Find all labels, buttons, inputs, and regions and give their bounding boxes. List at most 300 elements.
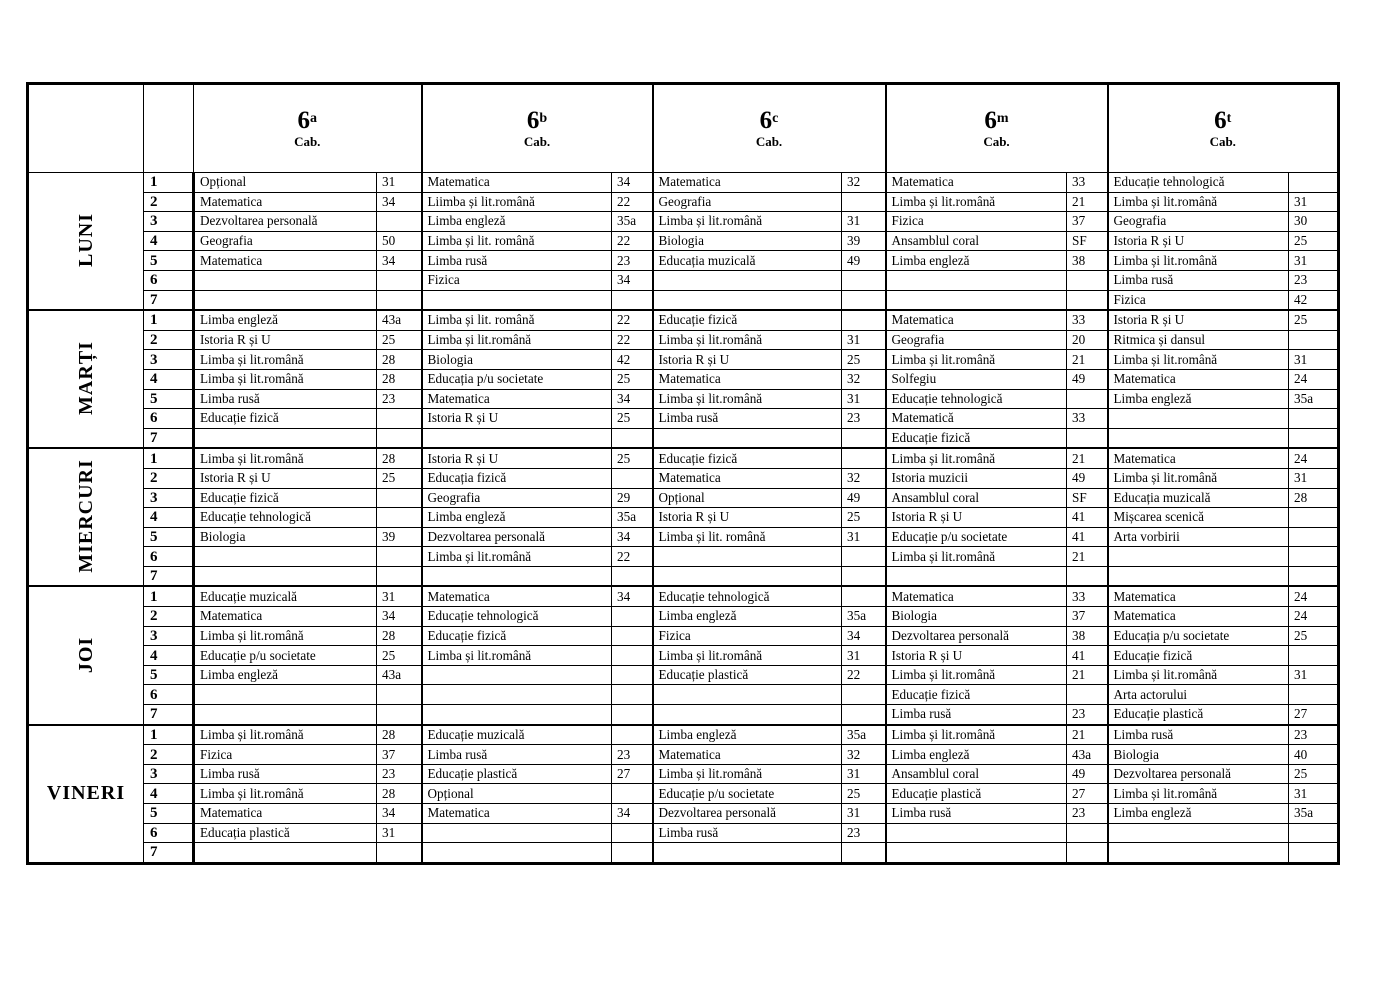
cabinet-cell: 32 <box>842 745 886 765</box>
subject-cell: Matematica <box>653 745 842 765</box>
subject-cell <box>194 428 377 448</box>
lesson-row <box>28 784 1339 804</box>
subject-cell: Educația fizică <box>422 468 612 488</box>
lesson-row <box>28 468 1339 488</box>
subject-cell: Limba și lit. română <box>422 231 612 251</box>
subject-cell <box>194 685 377 705</box>
subject-cell <box>1108 843 1289 864</box>
cabinet-cell <box>377 566 422 586</box>
subject-cell: Istoria R și U <box>194 330 377 350</box>
lesson-number: 3 <box>144 212 194 232</box>
class-name <box>1109 108 1338 134</box>
cabinet-cell: 49 <box>842 251 886 271</box>
subject-cell <box>194 290 377 310</box>
lesson-number: 2 <box>144 468 194 488</box>
lesson-row <box>28 448 1339 468</box>
lesson-row <box>28 310 1339 330</box>
day-cell <box>28 173 144 311</box>
subject-cell: Istoria R și U <box>886 646 1067 666</box>
lesson-number: 4 <box>144 784 194 804</box>
subject-cell: Matematica <box>1108 607 1289 627</box>
cabinet-cell: 31 <box>1289 665 1339 685</box>
subject-cell <box>1108 547 1289 567</box>
cabinet-cell: 23 <box>1289 270 1339 290</box>
cabinet-cell: 31 <box>1289 251 1339 271</box>
subject-cell: Limba rusă <box>1108 270 1289 290</box>
cabinet-cell <box>1067 270 1108 290</box>
subject-cell <box>653 705 842 725</box>
cabinet-cell: 38 <box>1067 626 1108 646</box>
lesson-number: 6 <box>144 685 194 705</box>
cabinet-cell: 38 <box>1067 251 1108 271</box>
class-header <box>194 84 422 173</box>
subject-cell: Ritmica și dansul <box>1108 330 1289 350</box>
cabinet-cell: 49 <box>1067 369 1108 389</box>
subject-cell: Educație fizică <box>653 448 842 468</box>
subject-cell: Arta vorbirii <box>1108 527 1289 547</box>
subject-cell: Educație p/u societate <box>886 527 1067 547</box>
cabinet-cell: 25 <box>1289 231 1339 251</box>
cabinet-cell: 43a <box>377 310 422 330</box>
cabinet-cell: 42 <box>612 350 653 370</box>
cabinet-cell: 34 <box>612 270 653 290</box>
subject-cell: Liimba și lit.română <box>422 192 612 212</box>
cabinet-cell <box>1289 409 1339 429</box>
cabinet-cell <box>1067 685 1108 705</box>
subject-cell: Limba și lit.română <box>886 547 1067 567</box>
subject-cell: Limba și lit.română <box>1108 468 1289 488</box>
lesson-row <box>28 508 1339 528</box>
cabinet-cell: 33 <box>1067 586 1108 606</box>
class-header <box>653 84 886 173</box>
subject-cell: Geografia <box>422 488 612 508</box>
lesson-row <box>28 389 1339 409</box>
subject-cell: Ansamblul coral <box>886 764 1067 784</box>
cabinet-cell: 43a <box>1067 745 1108 765</box>
cabinet-cell: 28 <box>1289 488 1339 508</box>
subject-cell: Educație plastică <box>1108 705 1289 725</box>
subject-cell: Biologia <box>886 607 1067 627</box>
cabinet-cell <box>612 823 653 843</box>
day-label: MIERCURI <box>75 459 97 574</box>
subject-cell: Dezvoltarea personală <box>653 804 842 824</box>
cabinet-cell: 34 <box>377 804 422 824</box>
header-day-corner <box>28 84 144 173</box>
lesson-row <box>28 488 1339 508</box>
cabinet-cell <box>377 685 422 705</box>
cab-label: Cab. <box>983 133 1010 149</box>
lesson-number: 7 <box>144 705 194 725</box>
subject-cell: Matematica <box>194 192 377 212</box>
class-name <box>194 108 421 134</box>
lesson-number: 1 <box>144 448 194 468</box>
cabinet-cell <box>1067 823 1108 843</box>
subject-cell: Educație plastică <box>422 764 612 784</box>
subject-cell <box>653 566 842 586</box>
subject-cell <box>422 843 612 864</box>
cabinet-cell: 23 <box>1289 725 1339 745</box>
subject-cell: Matematica <box>194 607 377 627</box>
cabinet-cell: 28 <box>377 369 422 389</box>
subject-cell: Geografia <box>1108 212 1289 232</box>
subject-cell: Limba și lit.română <box>886 725 1067 745</box>
subject-cell: Ansamblul coral <box>886 231 1067 251</box>
subject-cell <box>653 843 842 864</box>
cabinet-cell: 23 <box>377 764 422 784</box>
subject-cell: Limba și lit.română <box>1108 784 1289 804</box>
day-cell <box>28 586 144 724</box>
cabinet-cell: 35a <box>1289 804 1339 824</box>
cabinet-cell: 25 <box>1289 310 1339 330</box>
lesson-number: 7 <box>144 843 194 864</box>
lesson-row <box>28 705 1339 725</box>
lesson-row <box>28 270 1339 290</box>
cabinet-cell: 21 <box>1067 448 1108 468</box>
subject-cell <box>422 566 612 586</box>
class-letter: c <box>772 110 779 126</box>
subject-cell: Istoria R și U <box>886 508 1067 528</box>
subject-cell: Fizica <box>194 745 377 765</box>
cabinet-cell <box>1289 527 1339 547</box>
cabinet-cell: 31 <box>842 212 886 232</box>
subject-cell: Biologia <box>1108 745 1289 765</box>
subject-cell <box>653 547 842 567</box>
lesson-number: 4 <box>144 508 194 528</box>
lesson-row <box>28 823 1339 843</box>
subject-cell: Fizica <box>886 212 1067 232</box>
cabinet-cell <box>842 428 886 448</box>
lesson-row <box>28 350 1339 370</box>
subject-cell: Limba engleză <box>886 745 1067 765</box>
subject-cell: Educația muzicală <box>653 251 842 271</box>
subject-cell <box>886 270 1067 290</box>
lesson-row <box>28 764 1339 784</box>
cabinet-cell: 31 <box>1289 468 1339 488</box>
subject-cell: Limba rusă <box>422 251 612 271</box>
class-grade: 6 <box>759 106 773 134</box>
cabinet-cell <box>1289 685 1339 705</box>
subject-cell: Limba și lit. română <box>422 310 612 330</box>
lesson-row <box>28 527 1339 547</box>
subject-cell: Limba și lit.română <box>194 350 377 370</box>
subject-cell <box>1108 823 1289 843</box>
day-label: JOI <box>75 636 97 673</box>
day-label: MARȚI <box>74 341 97 416</box>
cabinet-cell: 23 <box>842 409 886 429</box>
subject-cell: Matematica <box>194 804 377 824</box>
cabinet-cell: 28 <box>377 784 422 804</box>
cabinet-cell: 28 <box>377 626 422 646</box>
class-header <box>886 84 1108 173</box>
cabinet-cell <box>377 705 422 725</box>
cabinet-cell <box>377 508 422 528</box>
subject-cell: Educație tehnologică <box>422 607 612 627</box>
subject-cell: Educație muzicală <box>422 725 612 745</box>
subject-cell: Limba rusă <box>886 804 1067 824</box>
subject-cell <box>422 705 612 725</box>
subject-cell: Limba și lit. română <box>653 527 842 547</box>
lesson-number: 4 <box>144 646 194 666</box>
cabinet-cell: 21 <box>1067 725 1108 745</box>
cabinet-cell: 35a <box>842 607 886 627</box>
cabinet-cell <box>1067 428 1108 448</box>
cabinet-cell <box>1289 547 1339 567</box>
subject-cell: Limba și lit.română <box>422 330 612 350</box>
cabinet-cell: 34 <box>612 804 653 824</box>
lesson-row <box>28 173 1339 193</box>
subject-cell: Educație fizică <box>194 488 377 508</box>
subject-cell <box>194 270 377 290</box>
cab-label: Cab. <box>523 133 551 149</box>
subject-cell: Educație fizică <box>194 409 377 429</box>
cabinet-cell: 34 <box>612 173 653 193</box>
cabinet-cell <box>612 626 653 646</box>
cabinet-cell: 35a <box>612 212 653 232</box>
cabinet-cell: 21 <box>1067 547 1108 567</box>
subject-cell: Limba și lit.română <box>653 764 842 784</box>
day-label: LUNI <box>74 213 97 268</box>
lesson-row <box>28 369 1339 389</box>
subject-cell: Matematica <box>1108 369 1289 389</box>
cabinet-cell <box>842 586 886 606</box>
subject-cell: Matematica <box>422 804 612 824</box>
cabinet-cell: 33 <box>1067 409 1108 429</box>
subject-cell <box>422 685 612 705</box>
lesson-row <box>28 586 1339 606</box>
subject-cell: Limba engleză <box>194 665 377 685</box>
cabinet-cell: 31 <box>842 646 886 666</box>
lesson-number: 2 <box>144 192 194 212</box>
cabinet-cell: 31 <box>377 173 422 193</box>
cabinet-cell: 37 <box>1067 212 1108 232</box>
lesson-row <box>28 725 1339 745</box>
subject-cell: Limba engleză <box>653 725 842 745</box>
subject-cell: Mișcarea scenică <box>1108 508 1289 528</box>
subject-cell: Educație muzicală <box>194 586 377 606</box>
cabinet-cell: 24 <box>1289 448 1339 468</box>
cabinet-cell: 21 <box>1067 192 1108 212</box>
lesson-row <box>28 290 1339 310</box>
cabinet-cell: 40 <box>1289 745 1339 765</box>
day-cell <box>28 725 144 864</box>
cabinet-cell: 34 <box>377 251 422 271</box>
subject-cell: Dezvoltarea personală <box>1108 764 1289 784</box>
subject-cell: Limba și lit.română <box>422 547 612 567</box>
cab-label: Cab. <box>1209 133 1236 149</box>
lesson-number: 1 <box>144 725 194 745</box>
cabinet-cell: 23 <box>842 823 886 843</box>
cabinet-cell: 31 <box>1289 192 1339 212</box>
subject-cell: Educație fizică <box>886 685 1067 705</box>
class-name <box>654 108 885 134</box>
subject-cell <box>886 843 1067 864</box>
subject-cell: Matematica <box>422 586 612 606</box>
cab-label: Cab. <box>294 133 321 149</box>
cabinet-cell: 27 <box>1289 705 1339 725</box>
cabinet-cell: 25 <box>377 330 422 350</box>
lesson-row <box>28 330 1339 350</box>
cabinet-cell <box>842 448 886 468</box>
cabinet-cell <box>1289 508 1339 528</box>
subject-cell: Matematica <box>653 369 842 389</box>
class-letter: b <box>539 110 548 126</box>
subject-cell: Matematica <box>422 389 612 409</box>
cabinet-cell: 31 <box>377 823 422 843</box>
lesson-number: 7 <box>144 566 194 586</box>
subject-cell: Limba engleză <box>1108 389 1289 409</box>
subject-cell: Biologia <box>653 231 842 251</box>
cabinet-cell: 28 <box>377 725 422 745</box>
subject-cell: Matematica <box>194 251 377 271</box>
lesson-row <box>28 665 1339 685</box>
cabinet-cell: 34 <box>377 192 422 212</box>
subject-cell: Educație tehnologică <box>653 586 842 606</box>
subject-cell: Limba engleză <box>1108 804 1289 824</box>
subject-cell: Fizica <box>1108 290 1289 310</box>
cabinet-cell <box>377 270 422 290</box>
subject-cell: Limba engleză <box>422 508 612 528</box>
subject-cell: Limba și lit.română <box>653 212 842 232</box>
subject-cell: Opțional <box>422 784 612 804</box>
cabinet-cell <box>377 290 422 310</box>
subject-cell: Limba rusă <box>194 764 377 784</box>
lesson-row <box>28 685 1339 705</box>
timetable-header <box>28 84 1339 173</box>
lesson-row <box>28 231 1339 251</box>
class-letter: t <box>1226 110 1232 126</box>
subject-cell <box>422 665 612 685</box>
subject-cell: Limba și lit.română <box>886 448 1067 468</box>
cabinet-cell: 31 <box>1289 784 1339 804</box>
cabinet-cell <box>612 428 653 448</box>
cabinet-cell: 49 <box>1067 764 1108 784</box>
cabinet-cell: 31 <box>842 804 886 824</box>
subject-cell: Geografia <box>653 192 842 212</box>
cabinet-cell: 39 <box>377 527 422 547</box>
day-cell <box>28 448 144 586</box>
subject-cell: Solfegiu <box>886 369 1067 389</box>
cabinet-cell <box>612 784 653 804</box>
subject-cell: Limba engleză <box>653 607 842 627</box>
cabinet-cell: 28 <box>377 448 422 468</box>
lesson-number: 1 <box>144 310 194 330</box>
subject-cell: Matematica <box>886 173 1067 193</box>
subject-cell <box>1108 428 1289 448</box>
subject-cell: Fizica <box>422 270 612 290</box>
subject-cell: Arta actorului <box>1108 685 1289 705</box>
subject-cell <box>1108 566 1289 586</box>
subject-cell: Educație fizică <box>1108 646 1289 666</box>
subject-cell <box>886 290 1067 310</box>
subject-cell: Geografia <box>194 231 377 251</box>
cabinet-cell: 31 <box>842 527 886 547</box>
subject-cell <box>653 290 842 310</box>
cabinet-cell <box>377 547 422 567</box>
cabinet-cell: 33 <box>1067 173 1108 193</box>
cabinet-cell <box>612 468 653 488</box>
cabinet-cell <box>612 607 653 627</box>
lesson-number: 3 <box>144 764 194 784</box>
cabinet-cell <box>842 270 886 290</box>
cabinet-cell <box>842 843 886 864</box>
cabinet-cell: 42 <box>1289 290 1339 310</box>
cabinet-cell <box>377 212 422 232</box>
cabinet-cell: 25 <box>377 646 422 666</box>
cabinet-cell <box>377 843 422 864</box>
lesson-number: 6 <box>144 409 194 429</box>
subject-cell: Educația p/u societate <box>422 369 612 389</box>
lesson-number: 1 <box>144 173 194 193</box>
subject-cell: Educație tehnologică <box>886 389 1067 409</box>
lesson-row <box>28 212 1339 232</box>
class-grade: 6 <box>984 106 997 134</box>
subject-cell: Fizica <box>653 626 842 646</box>
subject-cell: Matematica <box>653 468 842 488</box>
lesson-number: 2 <box>144 330 194 350</box>
subject-cell: Educație p/u societate <box>194 646 377 666</box>
subject-cell: Matematica <box>1108 448 1289 468</box>
cabinet-cell: 28 <box>377 350 422 370</box>
cabinet-cell <box>612 843 653 864</box>
subject-cell: Limba și lit.română <box>422 646 612 666</box>
subject-cell <box>886 566 1067 586</box>
subject-cell: Limba și lit.română <box>653 389 842 409</box>
subject-cell: Istoria R și U <box>422 409 612 429</box>
cabinet-cell <box>1067 566 1108 586</box>
subject-cell: Educația p/u societate <box>1108 626 1289 646</box>
lesson-number: 6 <box>144 823 194 843</box>
subject-cell: Educație p/u societate <box>653 784 842 804</box>
subject-cell: Limba și lit.română <box>1108 192 1289 212</box>
subject-cell <box>422 823 612 843</box>
timetable-body <box>28 173 1339 864</box>
cabinet-cell: 32 <box>842 468 886 488</box>
cabinet-cell: 31 <box>842 764 886 784</box>
cabinet-cell <box>612 290 653 310</box>
cabinet-cell <box>612 566 653 586</box>
subject-cell: Educație fizică <box>422 626 612 646</box>
subject-cell: Geografia <box>886 330 1067 350</box>
cabinet-cell: 35a <box>612 508 653 528</box>
class-name <box>423 108 652 134</box>
subject-cell <box>886 823 1067 843</box>
cabinet-cell: 49 <box>842 488 886 508</box>
cabinet-cell <box>1289 843 1339 864</box>
cabinet-cell: 23 <box>1067 804 1108 824</box>
lesson-number: 7 <box>144 290 194 310</box>
day-cell <box>28 310 144 448</box>
subject-cell: Limba și lit.română <box>194 784 377 804</box>
cabinet-cell <box>842 685 886 705</box>
subject-cell: Ansamblul coral <box>886 488 1067 508</box>
class-header <box>1108 84 1339 173</box>
subject-cell: Istoria R și U <box>422 448 612 468</box>
lesson-number: 4 <box>144 369 194 389</box>
cabinet-cell: 23 <box>612 745 653 765</box>
subject-cell <box>653 270 842 290</box>
cabinet-cell <box>842 705 886 725</box>
class-name <box>887 108 1107 134</box>
class-grade: 6 <box>526 106 540 134</box>
lesson-row <box>28 409 1339 429</box>
subject-cell <box>194 547 377 567</box>
cabinet-cell: 31 <box>842 389 886 409</box>
cabinet-cell: 37 <box>377 745 422 765</box>
lesson-number: 1 <box>144 586 194 606</box>
cabinet-cell: 22 <box>842 665 886 685</box>
cabinet-cell: 31 <box>1289 350 1339 370</box>
cabinet-cell: 23 <box>377 389 422 409</box>
